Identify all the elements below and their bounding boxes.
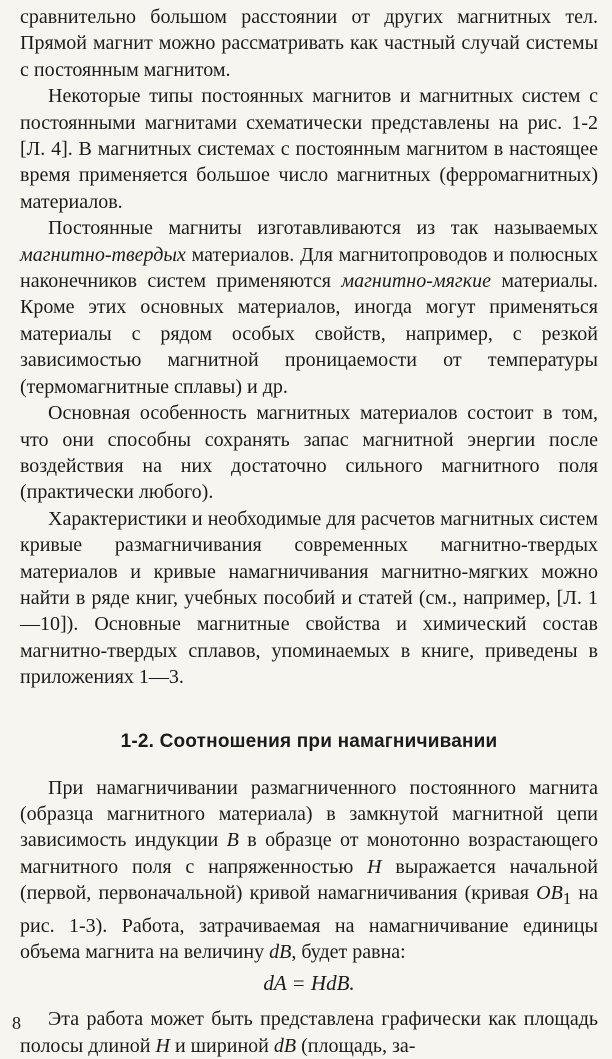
symbol-b: B: [226, 829, 239, 852]
symbol-ob: OB: [536, 882, 563, 905]
paragraph-materials: [20, 215, 598, 400]
term-soft-magnetic: магнитно-мягкие: [341, 270, 491, 293]
text-run: материалов. Для магнитопроводов и полюсных наконечников систем применяются: [20, 243, 598, 293]
text-run: Постоянные магниты изготавливаются из так называемых: [48, 217, 598, 240]
symbol-h: H: [155, 1034, 170, 1057]
paragraph-key-feature: Основная особенность магнитных материалов состоит в том, что они способны сохранять запас магнитной энергии после воздействия на них достаточно сильного магнитного поля (практически любого).: [20, 402, 598, 504]
text-run: на рис. 1-3). Работа, затрачиваемая на намагничивание единицы объема магнита на величину: [20, 882, 598, 963]
paragraph-magnet-types: Некоторые типы постоянных магнитов и магнитных систем с постоянными магнитами схематически представлены на рис. 1-2 [Л. 4]. В магнитных системах с постоянным магнитом в настоящее время применяется большое число магнитных (ферромагнитных) материалов.: [20, 85, 598, 213]
symbol-db: dB: [269, 941, 292, 963]
text-run: Эта работа может быть представлена графически как площадь полосы длиной: [20, 1008, 598, 1057]
text-run: , будет равна:: [291, 941, 406, 963]
formula-work: dA = HdB.: [263, 971, 355, 996]
text-run: (площадь, за-: [296, 1034, 416, 1057]
text-run: выражается начальной (первой, первоначальной) кривой намагничивания (кривая: [20, 855, 598, 905]
paragraph-characteristics: Характеристики и необходимые для расчетов магнитных систем кривые размагничивания современных магнитно-твердых материалов и кривые намагничивания магнитно-мягких можно найти в ряде книг, учебных пособий и статей (см., например, [Л. 1—10]). Основные магнитные свойства и химический состав магнитно-твердых сплавов, упоминаемых в книге, приведены в приложениях 1—3.: [20, 507, 598, 689]
text-run: в образце от монотонно возрастающего магнитного поля с напряженностью: [20, 829, 598, 878]
text-run: При намагничивании размагниченного постоянного магнита (образца магнитного материала) в замкнутой магнитной цепи зависимость индукции: [20, 776, 598, 852]
page-number: 8: [12, 1013, 21, 1033]
paragraph-continuation: сравнительно большом расстоянии от других магнитных тел. Прямой магнит можно рассматривать как частный случай системы с постоянным магнитом.: [20, 6, 598, 81]
term-hard-magnetic: магнитно-твердых: [20, 243, 186, 266]
symbol-subscript: 1: [562, 889, 572, 909]
text-run: и шириной: [169, 1034, 274, 1057]
text-run: материалы. Кроме этих основных материалов, иногда могут применяться материалы с рядом особых свойств, например, с резкой зависимостью магнитной проницаемости от температуры (термомагнитные сплавы) и др.: [20, 270, 598, 398]
section-heading: 1-2. Соотношения при намагничивании: [120, 730, 498, 752]
paragraph-magnetization: [20, 775, 598, 966]
symbol-h: H: [367, 855, 382, 878]
paragraph-graphical: [20, 1006, 598, 1059]
symbol-db: dB: [273, 1034, 297, 1057]
